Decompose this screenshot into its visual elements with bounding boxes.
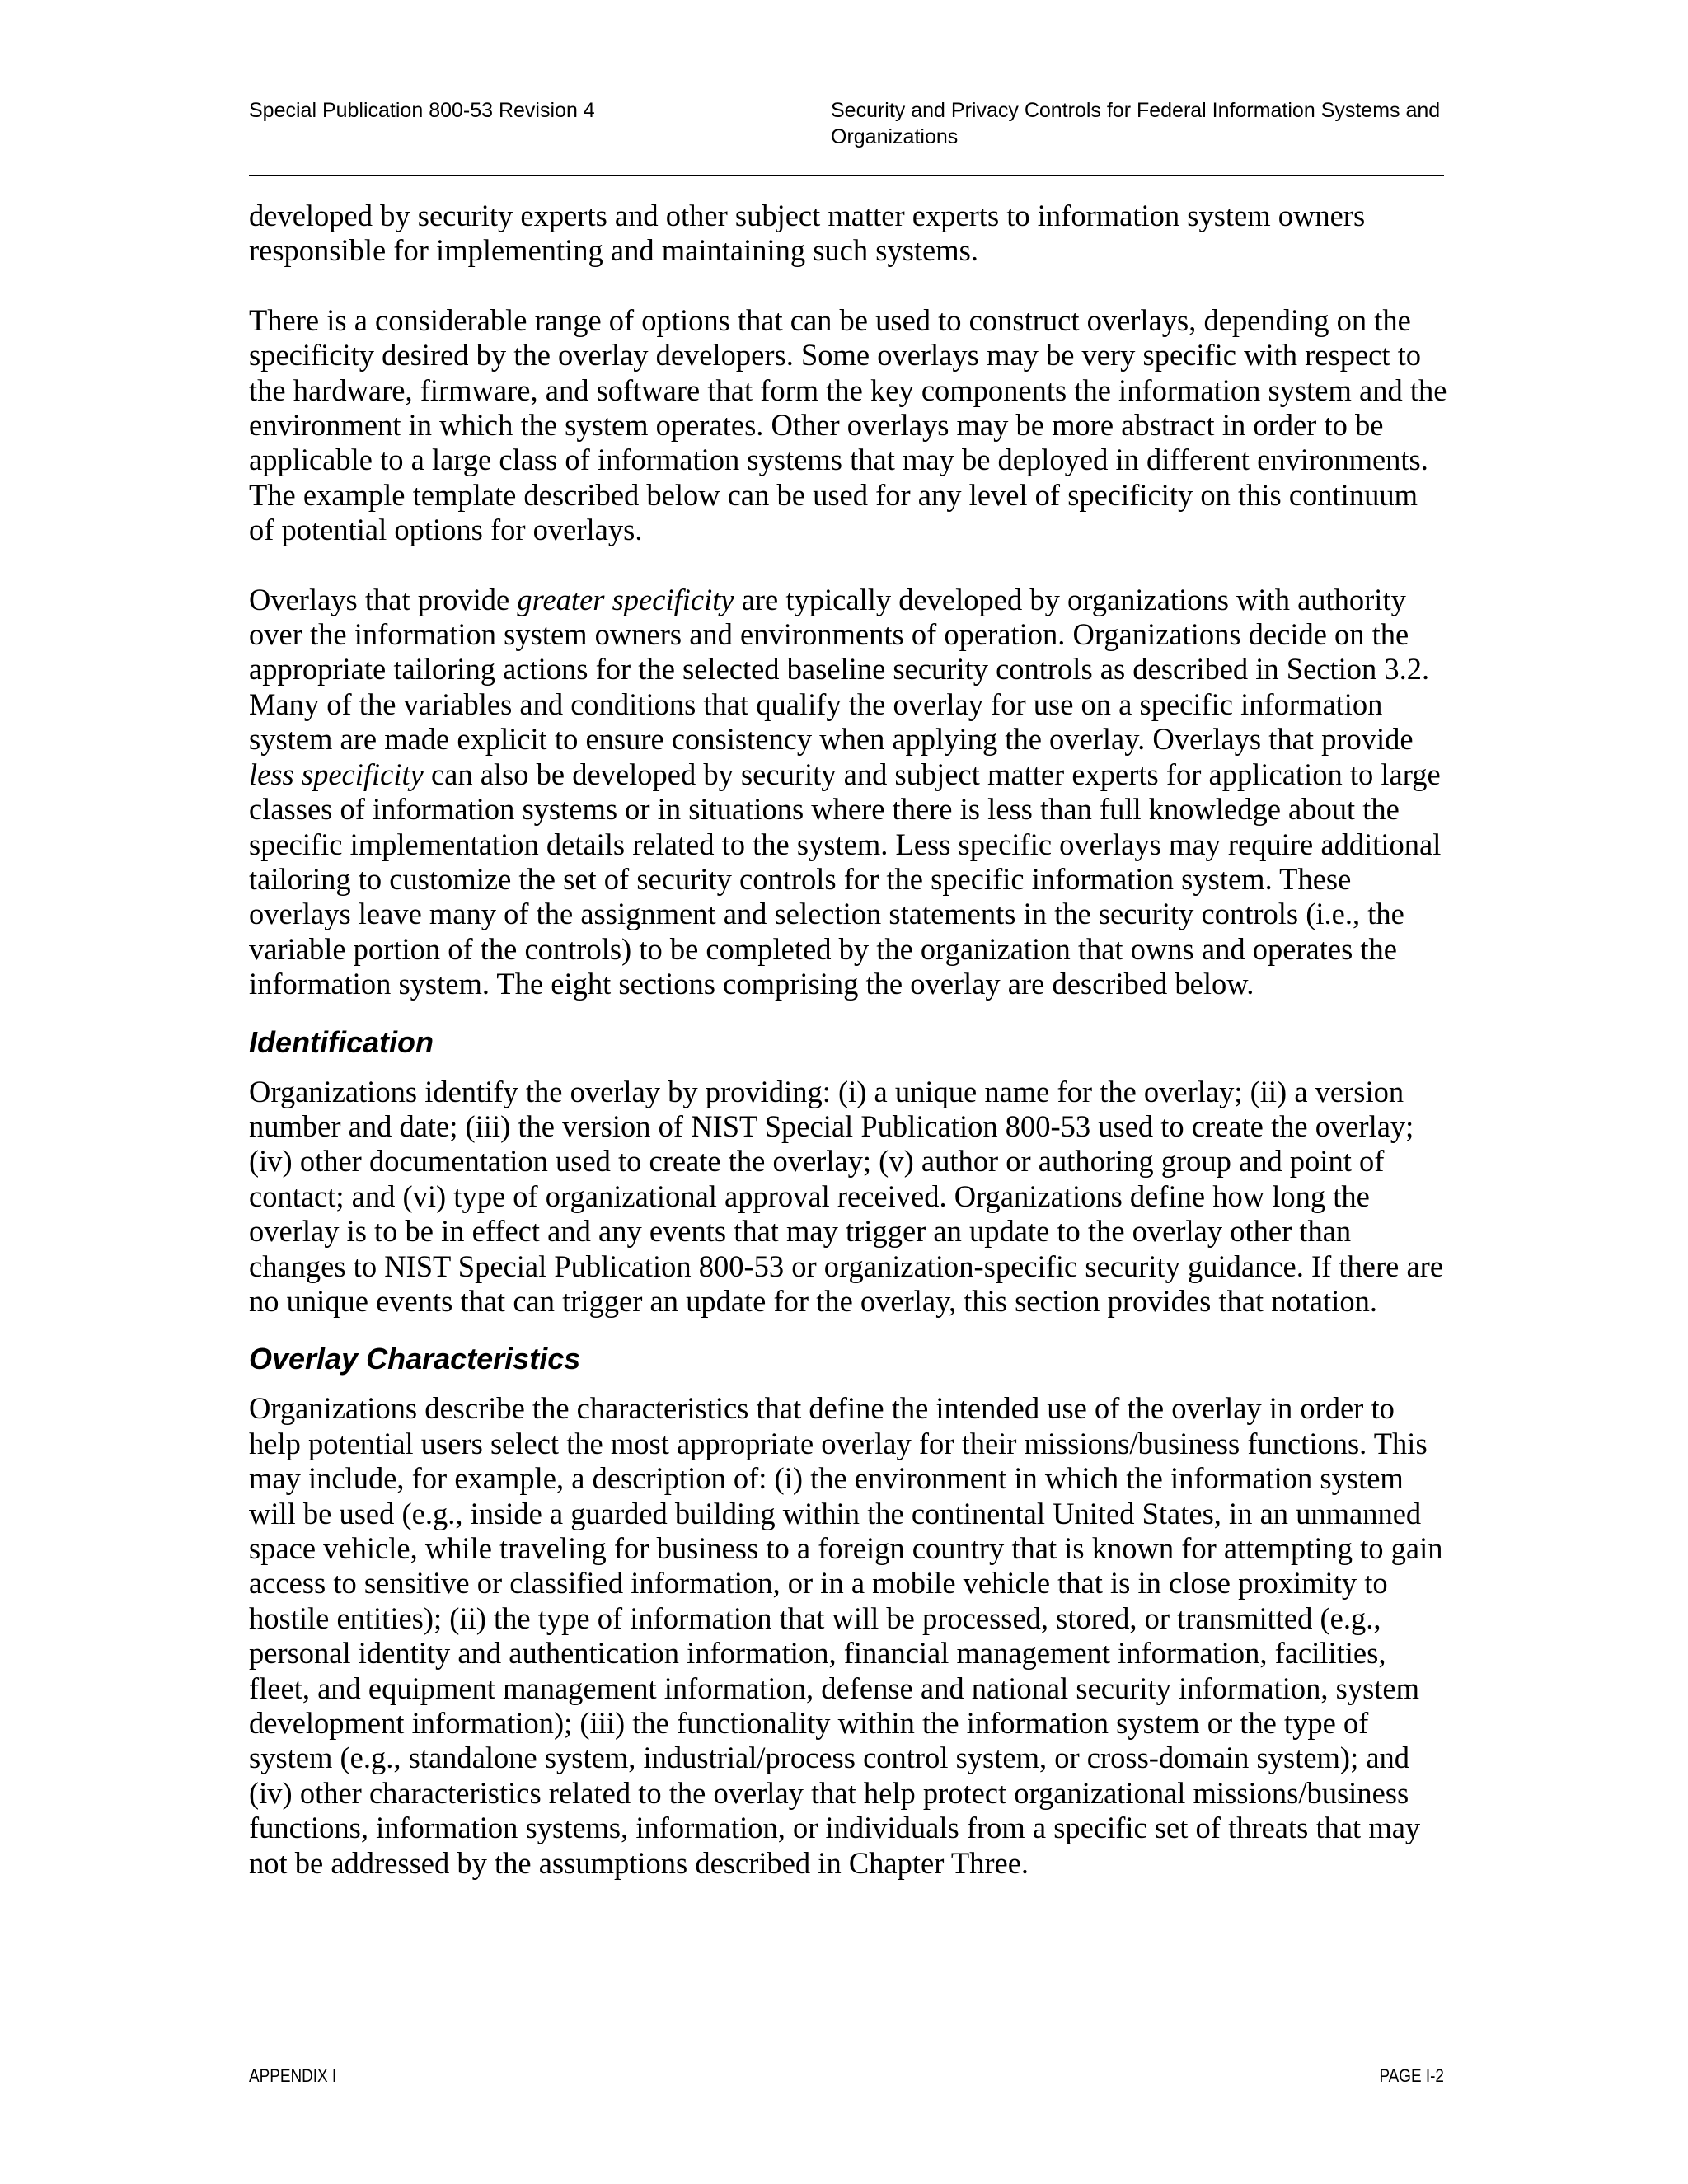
paragraph-continuation: developed by security experts and other subject matter experts to information system owners responsible for implementing and maintaining such systems. xyxy=(249,199,1366,268)
emphasis-greater-specificity: greater specificity xyxy=(517,582,734,616)
paragraph-overlay-characteristics: Organizations describe the characteristics that define the intended use of the overlay in order to help potential users select the most appropriate overlay for their missions/business functions. This may include, for example, a description of: (i) the environment in which the information system will be used (e.g., inside a guarded building within the continental United States, in an unmanned space vehicle, while traveling for business to a foreign country that is known for attempting to gain access to sensitive or classified information, or in a mobile vehicle that is in close proximity to hostile entities); (ii) the type of information that will be processed, stored, or transmitted (e.g., personal identity and authentication information, financial management information, facilities, fleet, and equipment management information, defense and national security information, system development information); (iii) the functionality within the information system or the type of system (e.g., standalone system, industrial/process control system, or cross-domain system); and (iv) other characteristics related to the overlay that help protect organizational missions/business functions, information systems, information, or individuals from a specific set of threats that may not be addressed by the assumptions described in Chapter Three. xyxy=(249,1391,1443,1880)
header-publication-title: Special Publication 800-53 Revision 4 xyxy=(249,99,595,122)
footer-page-number: PAGE I-2 xyxy=(1379,2065,1444,2086)
paragraph-identification: Organizations identify the overlay by providing: (i) a unique name for the overlay; (ii) a version number and date; (iii) the version of NIST Special Publication 800-53 used to create the overlay; (iv) other documentation used to create the overlay; (v) author or authoring group and point of contact; and (vi) type of organizational approval received. Organizations define how long the overlay is to be in effect and any events that may trigger an update to the overlay other than changes to NIST Special Publication 800-53 or organization-specific security guidance. If there are no unique events that can trigger an update for the overlay, this section provides that notation. xyxy=(249,1074,1444,1318)
paragraph-text: are typically developed by organizations with authority over the information system owners and environments of operation. Organizations decide on the appropriate tailoring actions for the selected baseline security controls as described in Section 3.2. Many of the variables and conditions that qualify the overlay for use on a specific information system are made explicit to ensure consistency when applying the overlay. Overlays that provide xyxy=(249,582,1430,757)
heading-identification: Identification xyxy=(249,1024,434,1059)
page-body xyxy=(249,199,1449,1881)
paragraph-overlay-specificity xyxy=(249,583,1449,1002)
heading-overlay-characteristics: Overlay Characteristics xyxy=(249,1342,581,1376)
emphasis-less-specificity: less specificity xyxy=(249,757,424,791)
paragraph-overlay-options: There is a considerable range of options that can be used to construct overlays, depending on the specificity desired by the overlay developers. Some overlays may be very specific with respect to the hardware, firmware, and software that form the key components the information system and the environment in which the system operates. Other overlays may be more abstract in order to be applicable to a large class of information systems that may be deployed in different environments. The example template described below can be used for any level of specificity on this continuum of potential options for overlays. xyxy=(249,302,1447,547)
header-document-title: Security and Privacy Controls for Federal Information Systems and Organizations xyxy=(831,99,1441,148)
paragraph-text: can also be developed by security and subject matter experts for application to large classes of information systems or in situations where there is less than full knowledge about the specific implementation details related to the system. Less specific overlays may require additional tailoring to customize the set of security controls for the specific information system. These overlays leave many of the assignment and selection statements in the security controls (i.e., the variable portion of the controls) to be completed by the organization that owns and operates the information system. The eight sections comprising the overlay are described below. xyxy=(249,757,1442,1001)
paragraph-text: Overlays that provide xyxy=(249,582,518,616)
header-divider xyxy=(249,175,1444,176)
footer-appendix-label: APPENDIX I xyxy=(249,2065,337,2086)
